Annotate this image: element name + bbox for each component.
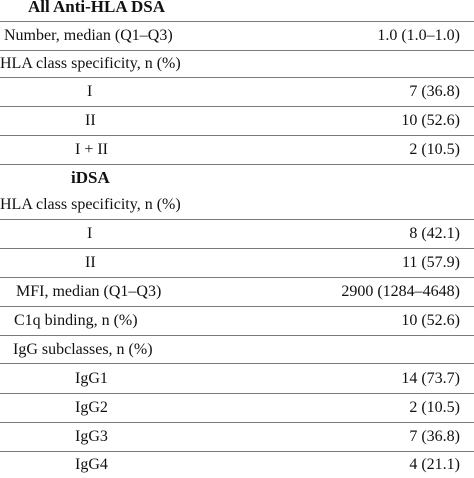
table-row: [0, 249, 474, 278]
row-label: IgG3: [75, 428, 108, 445]
row-label: HLA class specificity, n (%): [0, 55, 181, 72]
row-value-cell: [377, 22, 460, 50]
row-value-cell: [409, 220, 460, 248]
row-label: I: [87, 83, 93, 100]
row-label-cell: [85, 107, 96, 135]
table-row: [0, 336, 474, 364]
row-label-cell: [75, 452, 108, 478]
row-label: MFI, median (Q1–Q3): [16, 283, 162, 300]
row-label-cell: [14, 307, 138, 335]
table-row: [0, 364, 474, 394]
row-label: IgG1: [75, 369, 108, 387]
table-row: [0, 307, 474, 336]
table-row: [0, 51, 474, 78]
row-label-cell: [75, 423, 108, 451]
row-value-cell: [409, 394, 460, 422]
row-label-cell: [75, 136, 108, 164]
row-value: 10 (52.6): [401, 112, 460, 129]
row-label: All Anti-HLA DSA: [28, 0, 165, 16]
row-label: IgG subclasses, n (%): [13, 340, 153, 358]
row-label-cell: [0, 51, 181, 77]
row-label: II: [85, 254, 96, 271]
row-label-cell: [16, 278, 161, 306]
row-value: 2 (10.5): [409, 141, 460, 158]
row-label: I: [87, 225, 93, 242]
row-value: 7 (36.8): [409, 83, 460, 100]
row-label-cell: [75, 364, 108, 393]
row-label: I + II: [75, 141, 109, 158]
row-value: 14 (73.7): [401, 369, 460, 387]
table-row: [0, 107, 474, 136]
row-value: 10 (52.6): [401, 312, 460, 329]
row-label: C1q binding, n (%): [14, 312, 138, 329]
row-value-cell: [409, 78, 460, 106]
row-value: 2 (10.5): [409, 399, 460, 416]
table-row: [0, 423, 474, 452]
table-row: [0, 394, 474, 423]
row-value: 1.0 (1.0–1.0): [377, 27, 460, 44]
row-value-cell: [409, 423, 460, 451]
table-row: [0, 278, 474, 307]
row-value-cell: [409, 452, 460, 478]
table-row: [0, 0, 474, 22]
table-row: [0, 220, 474, 249]
row-label: HLA class specificity, n (%): [0, 196, 181, 213]
row-label: IgG4: [75, 456, 108, 473]
row-value: 7 (36.8): [409, 428, 460, 445]
row-label-cell: [13, 336, 153, 363]
row-value: 2900 (1284–4648): [341, 283, 460, 300]
table-row: [0, 191, 474, 220]
row-value: 4 (21.1): [409, 456, 460, 473]
row-label: iDSA: [71, 168, 110, 187]
row-value-cell: [409, 136, 460, 164]
row-value-cell: [401, 364, 460, 393]
row-value-cell: [341, 278, 460, 306]
row-label: Number, median (Q1–Q3): [4, 27, 173, 44]
row-label: II: [85, 112, 96, 129]
row-label-cell: [87, 78, 92, 106]
row-value: 8 (42.1): [409, 225, 460, 242]
row-value: 11 (57.9): [401, 254, 460, 271]
row-label-cell: [4, 22, 173, 50]
row-value-cell: [401, 107, 460, 135]
row-value-cell: [402, 249, 460, 277]
row-label-cell: [85, 249, 96, 277]
row-value-cell: [401, 307, 460, 335]
section-header-all-anti-hla-dsa: [28, 0, 165, 21]
table-row: [0, 22, 474, 51]
row-label: IgG2: [75, 399, 108, 416]
row-label-cell: [75, 394, 108, 422]
section-header-idsa: [71, 165, 110, 191]
row-label-cell: [0, 191, 181, 219]
row-label-cell: [87, 220, 92, 248]
table-row: [0, 78, 474, 107]
table-row: [0, 452, 474, 478]
table-row: [0, 165, 474, 191]
table-row: [0, 136, 474, 165]
